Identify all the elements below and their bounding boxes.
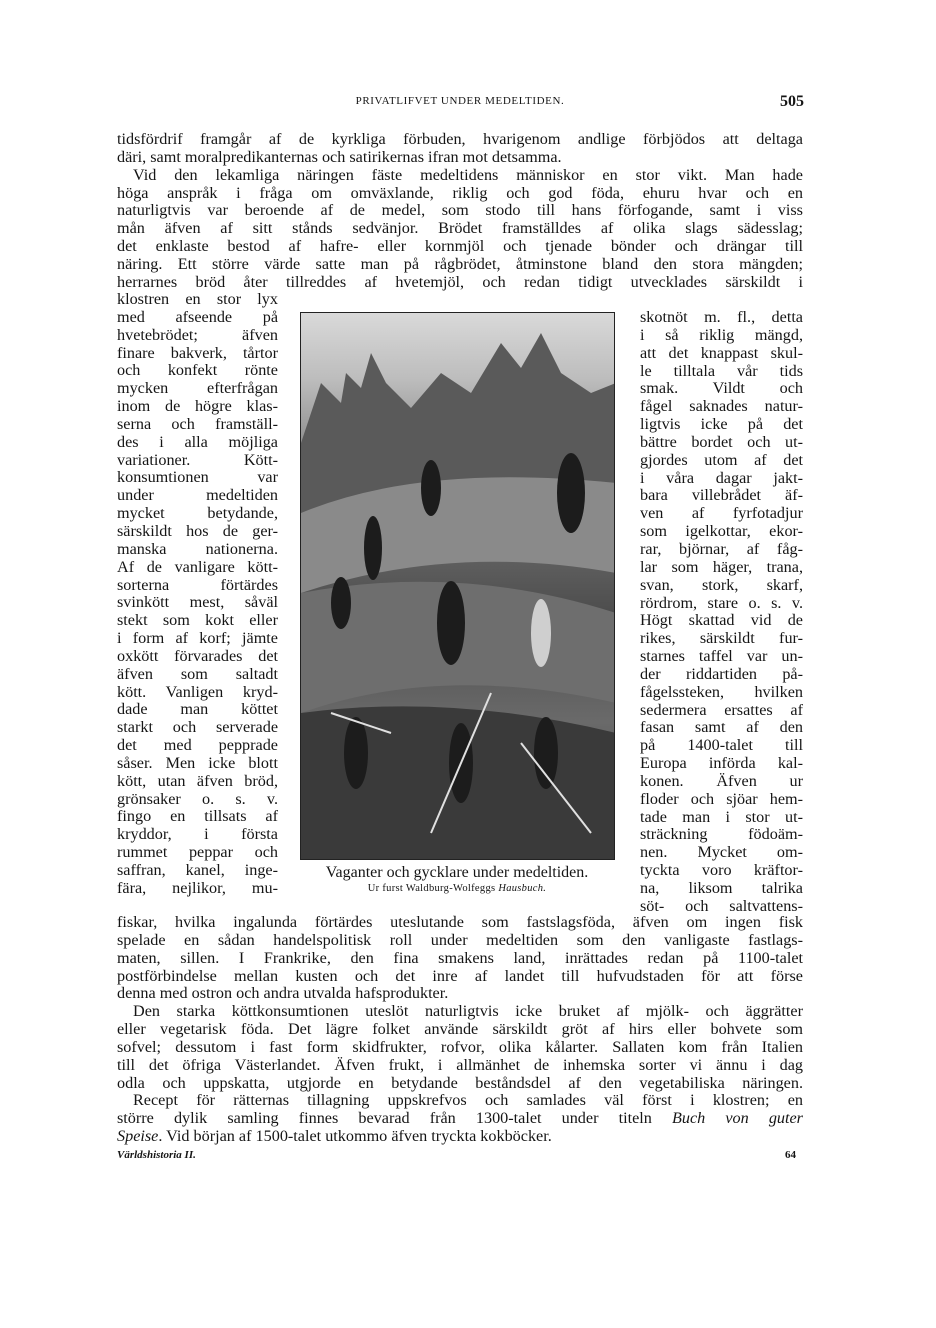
text-line (117, 469, 278, 487)
text-line-content: bättre bordet och ut- (640, 432, 803, 451)
text-line (640, 577, 803, 595)
text-line-content: Af de vanligare kött- (117, 557, 278, 576)
text-line (117, 202, 803, 220)
text-line (117, 185, 803, 203)
text-line (117, 862, 278, 880)
text-line-content: rördrom, stare o. s. v. (640, 593, 803, 612)
text-line-content: hvetebrödet; äfven (117, 325, 278, 344)
text-line (640, 826, 803, 844)
text-line-content: äfven som saltadt (117, 664, 278, 683)
text-line (117, 630, 278, 648)
text-line (117, 487, 278, 505)
text-line-content: serna och framställ- (117, 414, 278, 433)
text-line (117, 1075, 803, 1093)
text-line (117, 238, 803, 256)
text-line (640, 559, 803, 577)
text-line (640, 309, 803, 327)
text-line (640, 702, 803, 720)
text-line (117, 648, 278, 666)
text-line (640, 737, 803, 755)
text-line (640, 880, 803, 898)
text-line (640, 684, 803, 702)
text-line-content: ligtvis icke på det (640, 415, 803, 434)
text-line (117, 755, 278, 773)
text-line-content: ven af fyrfotadjur (640, 504, 803, 523)
right-column-text (640, 309, 803, 916)
text-line-content: oxkött förvarades det (117, 646, 278, 665)
text-line (117, 1039, 803, 1057)
text-line-content: konsumtionen var (117, 468, 278, 487)
text-line-content: le tilltala vår tids (640, 361, 803, 380)
text-line (117, 968, 803, 986)
text-line-content: odla och uppskatta, utgjorde en betydande beståndsdel af den vegetabiliska näringen. (117, 1073, 803, 1092)
text-line-content: och konfekt rönte (117, 361, 278, 380)
text-line-content: maten, sillen. I Frankrike, den fina smakens land, inrättades redan på 1100-talet (117, 948, 803, 967)
text-line-content: rummet peppar och (117, 843, 278, 862)
text-line (640, 345, 803, 363)
text-line-content: klostren en stor lyx (117, 290, 278, 308)
text-line-content: fasan samt af den (640, 718, 803, 737)
text-line-content: såser. Men icke blott (117, 753, 278, 772)
text-line-content: sorterna förtärdes (117, 575, 278, 594)
text-line (640, 470, 803, 488)
text-line (117, 434, 278, 452)
text-line (117, 808, 278, 826)
text-line-content: grönsaker o. s. v. (117, 789, 278, 808)
text-line-content: fingo en tillsats af (117, 807, 278, 826)
text-line-content: spelade en sådan handelspolitisk roll under medeltiden som den vanligaste fastlags- (117, 930, 803, 949)
text-line-content: Recept för rätternas tillagning uppskrefvos och samlades väl först i klostren; en (133, 1091, 803, 1110)
text-line (117, 719, 278, 737)
text-line-content: höga anspråk i fråga om omväxlande, riklig och god föda, ehuru hvar och en (117, 183, 803, 202)
text-line (640, 595, 803, 613)
text-line-content: naturligtvis var beroende af de medel, som stodo till hans förfogande, samt i viss (117, 201, 803, 220)
text-line-content: smak. Vildt och (640, 379, 803, 398)
text-line-content: postförbindelse mellan kusten och det inre af landet till hufvudstaden för att förse (117, 966, 803, 985)
text-line (117, 1110, 803, 1128)
text-line (640, 666, 803, 684)
text-line-content: svinkött mest, såväl (117, 593, 278, 612)
text-line-content: lar som häger, trana, (640, 557, 803, 576)
text-line (640, 363, 803, 381)
text-line (117, 594, 278, 612)
text-line-content: större dylik samling finnes bevarad från 1300-talet under titeln (117, 1109, 672, 1128)
text-line-content: Den starka köttkonsumtionen uteslöt naturligtvis icke bruket af mjölk- och äggrätter (133, 1002, 803, 1021)
text-line (117, 416, 278, 434)
text-line-content: rikes, särskildt fur- (640, 629, 803, 648)
text-line-content: Högt skattad vid de (640, 611, 803, 630)
text-line (640, 630, 803, 648)
italic-title: Buch von guter (671, 1109, 803, 1128)
text-line-content: med afseende på (117, 307, 278, 326)
running-header-title: PRIVATLIFVET UNDER MEDELTIDEN. (355, 95, 565, 107)
text-line-content: fiskar, hvilka ingalunda förtärdes uteslutande som fastslagsföda, äfven om ingen fisk (117, 913, 803, 931)
figure-source-title: Hausbuch. (498, 883, 547, 894)
text-line-content: tade man i stor ut- (640, 807, 803, 826)
illustration-vagrants-and-jugglers (300, 312, 615, 860)
text-line (640, 809, 803, 827)
text-line-content: dade man köttet (117, 700, 278, 719)
page-number: 505 (780, 93, 804, 110)
text-line (117, 932, 803, 950)
text-line-content: Vid den lekamliga näringen fäste medeltidens människor en stor vikt. Man hade (133, 165, 803, 184)
text-line (117, 612, 278, 630)
text-line (640, 844, 803, 862)
text-line-content: på 1400-talet till (640, 736, 803, 755)
text-line (640, 487, 803, 505)
text-line-content: söt- och saltvattens- (640, 896, 803, 915)
text-line-content: fågelssteken, hvilken (640, 682, 803, 701)
text-line (117, 131, 803, 149)
intro-text-block (117, 131, 803, 292)
text-line-content: stekt som kokt eller (117, 611, 278, 630)
text-line (117, 844, 278, 862)
text-line-content: att det knappast skul- (640, 343, 803, 362)
text-line-content: rar, björnar, af fåg- (640, 539, 803, 558)
text-line-content: . Vid början af 1500-talet utkommo äfven tryckta kokböcker. (158, 1127, 552, 1146)
text-line-content: kött. Vanligen kryd- (117, 682, 278, 701)
text-line (117, 737, 278, 755)
text-line-content: starnes taffel var un- (640, 647, 803, 666)
text-line (640, 719, 803, 737)
text-line-content: tidsfördrif framgår af de kyrkliga förbuden, hvarigenom andlige förbjödos att deltaga (117, 130, 803, 148)
text-line-content: bara villebrådet äf- (640, 486, 803, 505)
text-line (117, 701, 278, 719)
text-line-content: det med pepprade (117, 736, 278, 755)
text-line (117, 380, 278, 398)
text-line-content: kött, utan äfven bröd, (117, 771, 278, 790)
text-line-content: des i alla möjliga (117, 432, 278, 451)
text-line (117, 167, 803, 185)
text-line (117, 220, 803, 238)
text-line-content: saffran, kanel, inge- (117, 861, 278, 879)
text-line (117, 274, 803, 292)
text-line (117, 985, 803, 1003)
text-line-content: inom de högre klas- (117, 397, 278, 416)
text-line (117, 149, 803, 167)
text-line-content: till det öfriga Västerlandet. Äfven frukt, i allmänhet de inhemska sorter vi ännu i dag (117, 1055, 803, 1074)
text-line-content: skotnöt m. fl., detta (640, 308, 803, 326)
text-line (117, 398, 278, 416)
text-line-content: tyckta voro kräftor- (640, 861, 803, 880)
text-line-content: i så riklig mängd, (640, 325, 803, 344)
footer-signature-number: 64 (785, 1149, 796, 1161)
text-line (640, 505, 803, 523)
italic-title: Speise (117, 1127, 159, 1146)
text-line-content: Europa införda kal- (640, 754, 803, 773)
text-line-content: starkt och serverade (117, 718, 278, 737)
text-line (117, 577, 278, 595)
text-line (117, 1003, 803, 1021)
text-line (640, 380, 803, 398)
text-line-content: näring. Ett större värde satte man på rågbrödet, åtminstone bland den stora mängden; (117, 254, 803, 273)
text-line (117, 559, 278, 577)
text-line-content: denna med ostron och andra utvalda hafsprodukter. (117, 984, 449, 1003)
text-line-content: nen. Mycket om- (640, 843, 803, 862)
text-line (117, 291, 278, 309)
text-line (117, 256, 803, 274)
figure-source (290, 883, 624, 894)
text-line (117, 1128, 803, 1146)
text-line (117, 541, 278, 559)
text-line (117, 791, 278, 809)
text-line-content: na, liksom talrika (640, 879, 803, 897)
text-line (117, 826, 278, 844)
text-line (117, 950, 803, 968)
illustration-drawing (301, 313, 615, 860)
text-line-content: herrarnes bröd åter tillreddes af hvetemjöl, och redan tidigt utvecklades särskildt i (117, 272, 803, 291)
text-line-content: det enklaste bestod af hafre- eller kornmjöl och tjenade bönder och drängar till (117, 237, 803, 256)
text-line-content: svan, stork, skarf, (640, 575, 803, 594)
text-line (117, 773, 278, 791)
text-line-content: finare bakverk, tårtor (117, 343, 278, 362)
text-line (117, 880, 278, 898)
text-line (640, 523, 803, 541)
text-line (640, 862, 803, 880)
text-line-content: i våra dagar jakt- (640, 468, 803, 487)
text-line (117, 523, 278, 541)
text-line (117, 309, 278, 327)
text-line (640, 452, 803, 470)
footer-series-title: Världshistoria II. (117, 1149, 196, 1161)
text-line (117, 666, 278, 684)
text-line (117, 327, 278, 345)
text-line (117, 1057, 803, 1075)
text-line (640, 791, 803, 809)
text-line (640, 773, 803, 791)
text-line-content: sedermera ersattes af (640, 700, 803, 719)
text-line (640, 398, 803, 416)
text-line (640, 434, 803, 452)
text-line-content: kryddor, i första (117, 825, 278, 844)
text-line (117, 914, 803, 932)
text-line-content: däri, samt moralpredikanternas och satirikernas ifran mot detsamma. (117, 147, 562, 166)
text-line (640, 755, 803, 773)
text-line-content: eller vegetarisk föda. Det lägre folket använde särskildt gröt af hirs eller bohvete som (117, 1020, 803, 1039)
figure-caption: Vaganter och gycklare under medeltiden. (325, 864, 589, 881)
left-column-text (117, 291, 278, 898)
text-line-content: variationer. Kött- (117, 450, 278, 469)
text-line (640, 416, 803, 434)
text-line-content: fära, nejlikor, mu- (117, 878, 278, 897)
text-line-content: mycket betydande, (117, 504, 278, 523)
text-line (117, 1021, 803, 1039)
text-line-content: sträckning födoäm- (640, 825, 803, 844)
text-line-content: konen. Äfven ur (640, 771, 803, 790)
text-line-content: manska nationerna. (117, 539, 278, 558)
text-line (117, 1092, 803, 1110)
text-line (640, 648, 803, 666)
figure-source-prefix: Ur furst Waldburg-Wolfeggs (367, 883, 499, 894)
text-line (117, 505, 278, 523)
text-line-content: der riddartiden på- (640, 664, 803, 683)
text-line (117, 452, 278, 470)
text-line-content: särskildt hos de ger- (117, 521, 278, 540)
text-line-content: mån äfven af sitt stånds sedvänjor. Brödet framställdes af olika slags sädesslag; (117, 219, 803, 238)
text-line (117, 684, 278, 702)
text-line (117, 362, 278, 380)
text-line (640, 541, 803, 559)
text-line (117, 345, 278, 363)
text-line-content: som igelkottar, ekor- (640, 522, 803, 541)
text-line-content: fågel saknades natur- (640, 397, 803, 416)
text-line-content: mycken efterfrågan (117, 379, 278, 398)
text-line-content: floder och sjöar hem- (640, 789, 803, 808)
text-line-content: i form af korf; jämte (117, 629, 278, 648)
bottom-text-block (117, 914, 803, 1146)
text-line-content: sofvel; dessutom i fast form skidfrukter, rofvor, olika kålarter. Sallaten kom från Italien (117, 1037, 803, 1056)
text-line (640, 327, 803, 345)
text-line-content: gjordes utom af det (640, 450, 803, 469)
text-line (640, 612, 803, 630)
text-line-content: under medeltiden (117, 486, 278, 505)
